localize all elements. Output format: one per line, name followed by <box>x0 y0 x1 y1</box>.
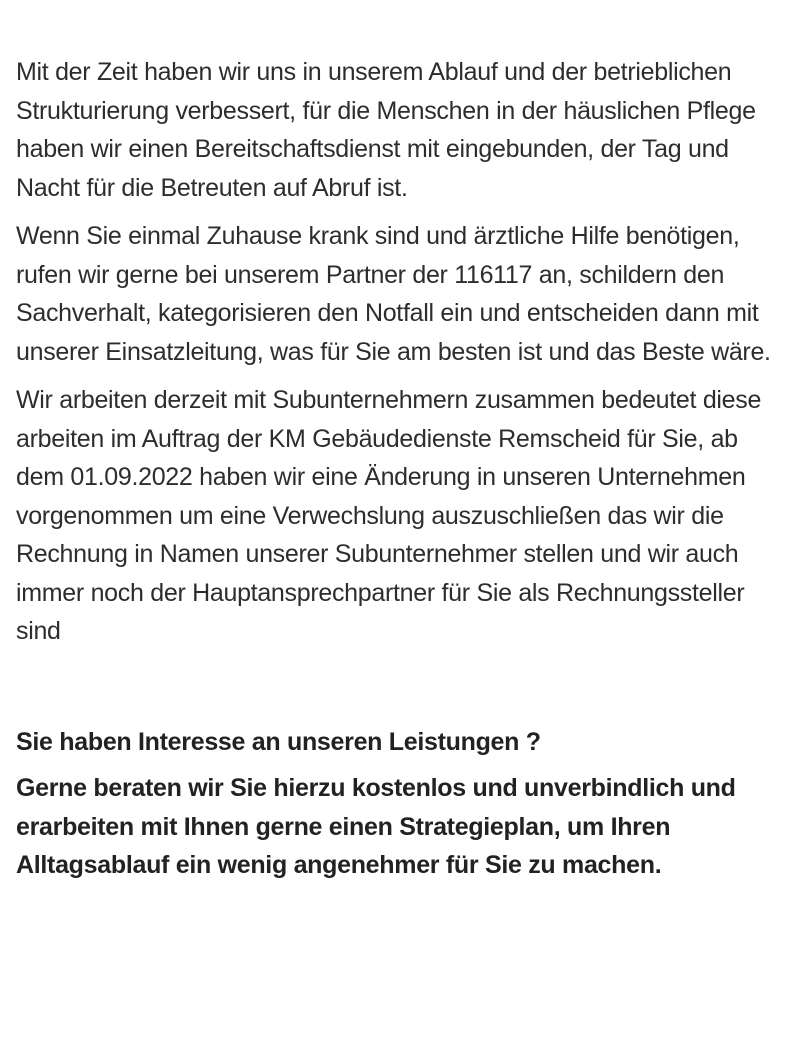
section-spacer <box>16 661 782 723</box>
consult-text: Gerne beraten wir Sie hierzu kostenlos und unverbindlich und erarbeiten mit Ihnen gerne einen Strategieplan, um Ihren Alltagsablauf ein wenig angenehmer für Sie zu machen. <box>16 774 736 879</box>
paragraph-bereitschaftsdienst: Mit der Zeit haben wir uns in unserem Ablauf und der betrieblichen Strukturierung verbessert, für die Menschen in der häuslichen Pflege haben wir einen Bereitschaftsdienst mit eingebunden, der Tag und Nacht für die Betreuten auf Abruf ist. <box>16 58 756 202</box>
interest-heading: Sie haben Interesse an unseren Leistungen ? <box>16 727 541 756</box>
paragraph-subunternehmer: Wir arbeiten derzeit mit Subunternehmern zusammen bedeutet diese arbeiten im Auftrag der KM Gebäudedienste Remscheid für Sie, ab dem 01.09.2022 haben wir eine Änderung in unseren Unternehmen vorgenommen um eine Verwechslung auszuschließen das wir die Rechnung in Namen unserer Subunternehmer stellen und wir auch immer noch der Hauptansprechpartner für Sie als Rechnungssteller sind <box>16 386 762 645</box>
paragraph-aerztliche-hilfe: Wenn Sie einmal Zuhause krank sind und ärztliche Hilfe benötigen, rufen wir gerne bei unserem Partner der 116117 an, schildern den Sachverhalt, kategorisieren den Notfall ein und entscheiden dann mit unserer Einsatzleitung, was für Sie am besten ist und das Beste wäre. <box>16 222 771 366</box>
